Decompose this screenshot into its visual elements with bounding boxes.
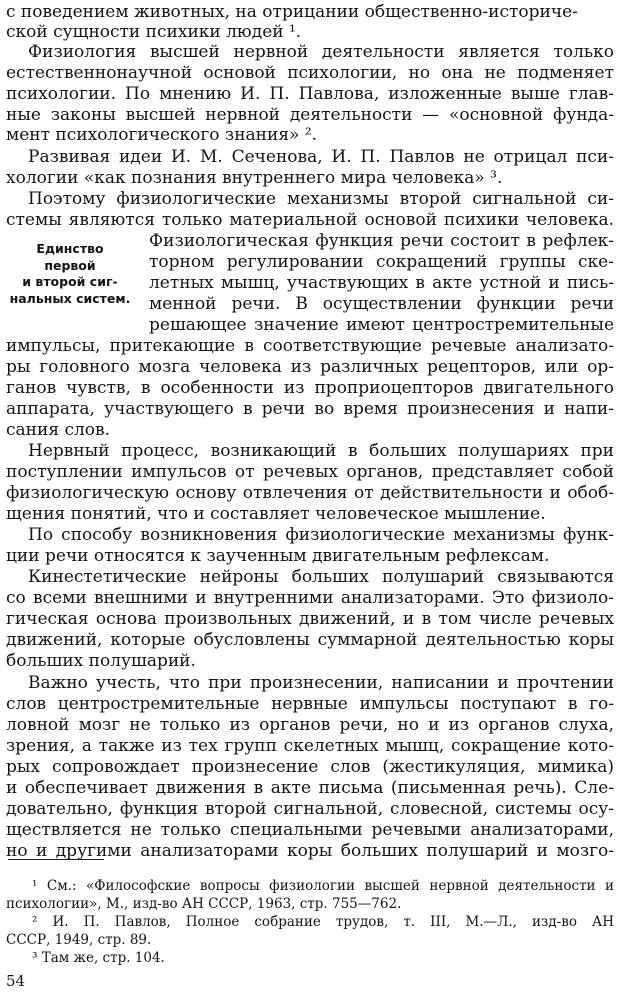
text-line: ской сущности психики людей ¹. (6, 22, 302, 42)
footnote-line: ² И. П. Павлов, Полное собрание трудов, т. III, М.—Л., изд-во АН (32, 914, 614, 930)
text-line: По способу возникновения физиологические механизмы функ- (28, 525, 614, 545)
text-line: сания слов. (6, 420, 110, 440)
text-line: и обеспечивает движения в акте письма (письменная речь). Сле- (6, 778, 614, 798)
page-number: 54 (6, 972, 26, 990)
text-line: Нервный процесс, возникающий в больших полушариях при (28, 441, 614, 461)
margin-note-line: нальных систем. (9, 290, 131, 306)
footnote-line: ³ Там же, стр. 104. (32, 950, 165, 966)
text-line: хологии «как познания внутреннего мира человека» ³. (6, 168, 503, 188)
text-line: менной речи. В осуществлении функции речи (149, 294, 614, 314)
footnote-divider (8, 859, 104, 860)
text-line: зрения, а также из тех групп скелетных мышц, сокращение кото- (6, 736, 614, 756)
text-line: летных мышц, участвующих в акте устной и пись- (149, 273, 614, 293)
text-line: рых сопровождает произнесение слов (жестикуляция, мимика) (6, 757, 614, 777)
footnote-line: психологии», М., изд-во АН СССР, 1963, стр. 755—762. (6, 896, 402, 912)
text-line: ганов чувств, в особенности из проприоцепторов двигательного (6, 378, 614, 398)
footnote-line: СССР, 1949, стр. 89. (6, 932, 152, 948)
text-line: аппарата, участвующего в речи во время произнесения и напи- (6, 399, 614, 419)
text-line: Важно учесть, что при произнесении, написании и прочтении (28, 673, 614, 693)
text-line: больших полушарий. (6, 651, 196, 671)
text-line: мент психологического знания» ². (6, 125, 318, 145)
text-line: Физиология высшей нервной деятельности является только (28, 42, 614, 62)
text-line: слов центростремительные нервные импульсы поступают в го- (6, 694, 614, 714)
text-line: Развивая идеи И. М. Сеченова, И. П. Павлов не отрицал пси- (28, 147, 614, 167)
margin-note-line: и второй сиг- (22, 274, 118, 289)
text-line: Физиологическая функция речи состоит в рефлек- (149, 231, 614, 251)
margin-note-line: Единство (36, 241, 104, 256)
text-line: ловной мозг не только из органов речи, но и из органов слуха, (6, 715, 614, 735)
text-line: щения понятий, что и составляет человеческое мышление. (6, 504, 546, 524)
text-line: ные законы высшей нервной деятельности — «основной фунда- (6, 105, 614, 125)
text-line: с поведением животных, на отрицании общественно-историче- (6, 2, 578, 22)
text-line: импульсы, притекающие в соответствующие речевые анализато- (6, 336, 614, 356)
text-line: движений, которые обусловлены суммарной деятельностью коры (6, 630, 614, 650)
text-line: решающее значение имеют центростремительные (149, 315, 614, 335)
margin-note (8, 241, 132, 307)
text-line: но и другими анализаторами коры больших полушарий и мозго- (6, 841, 614, 861)
text-line: Кинестетические нейроны больших полушарий связываются (28, 567, 614, 587)
text-line: поступлении импульсов от речевых органов, представляет собой (6, 462, 614, 482)
text-line: ры головного мозга человека из различных рецепторов, или ор- (6, 357, 614, 377)
text-line: гическая основа произвольных движений, и в том числе речевых (6, 609, 614, 629)
text-line: естественнонаучной основой психологии, но она не подменяет (6, 63, 614, 83)
text-line: со всеми внешними и внутренними анализаторами. Это физиоло- (6, 588, 614, 608)
text-line: ции речи относятся к заученным двигательным рефлексам. (6, 546, 550, 566)
text-line: физиологическую основу отвлечения от действительности и обоб- (6, 483, 614, 503)
text-line: психологии. По мнению И. П. Павлова, изложенные выше глав- (6, 84, 614, 104)
text-line: довательно, функция второй сигнальной, словесной, системы осу- (6, 799, 614, 819)
book-page (6, 0, 614, 995)
footnote-line: ¹ См.: «Философские вопросы физиологии высшей нервной деятельности и (32, 878, 614, 894)
text-line: торном регулировании сокращений группы ске- (149, 252, 614, 272)
margin-note-line: первой (44, 257, 96, 273)
text-line: ществляется не только специальными речевыми анализаторами, (6, 820, 614, 840)
text-line: Поэтому физиологические механизмы второй сигнальной си- (28, 189, 614, 209)
text-line: стемы являются только материальной основой психики человека. (6, 210, 614, 230)
